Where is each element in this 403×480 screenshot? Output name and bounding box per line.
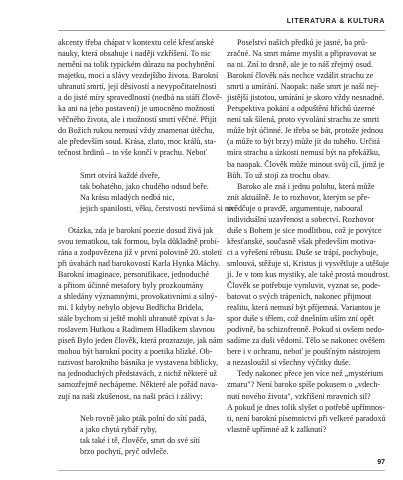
text-line: smrti a umírání. Naopak: naše smrt je naší nej- bbox=[227, 82, 379, 92]
text-line: Baroko ale zná i jednu polohu, která může bbox=[237, 181, 375, 191]
text-line: podivně, ba schizofrenně. Pokud si ovšem nedo- bbox=[227, 325, 385, 335]
text-line: uhranutí smrtí, její děsivostí a nevypočitatelností bbox=[58, 82, 217, 92]
text-line: rána a zodpovězena již v první polovině 20. století bbox=[58, 247, 223, 257]
text-line: Barokní imaginace, personifikace, jednoduché bbox=[58, 269, 209, 279]
text-line: křesťanské, současně však především motiva- bbox=[227, 236, 377, 246]
blank-line bbox=[58, 214, 218, 225]
text-line: mohou být barokní pocity a poetika blízké. Ob- bbox=[58, 347, 213, 357]
verse-line: brzo pochytí, pryč odvleče. bbox=[80, 446, 169, 456]
text-line: svou tematikou, tak formou, byla důkladně probí- bbox=[58, 236, 220, 246]
text-line: spor duše s tělem, což dnešním uším zní opět bbox=[227, 314, 374, 324]
text-line: bere i v ochranu, neboť je poušťným nástrojem bbox=[227, 347, 381, 357]
text-line: a shledány významnými, provokativními a silný- bbox=[58, 292, 218, 302]
page-header bbox=[0, 0, 403, 30]
text-line: nutí nového života", vzkříšení mravních sil? bbox=[227, 391, 371, 401]
text-line: individuální uzavřenost a sobectví. Rozhovor bbox=[227, 214, 375, 224]
text-line: akcenty třeba chápat v kontextu celé křesťanské bbox=[58, 38, 214, 47]
text-line: věčného života, ale i možností smrti věčné. Přijít bbox=[58, 115, 217, 125]
text-line: do Božích rukou nemusí vždy znamenat útěchu, bbox=[58, 126, 215, 136]
text-line: zmaru"? Není baroko spíše pokusem o „vdech- bbox=[227, 380, 381, 390]
text-line: není tak šílená, proto vyvolání strachu ze smrti bbox=[227, 115, 380, 125]
text-line: realitu, která nemusí být příjemná. Variantou je bbox=[227, 303, 381, 313]
header-divider bbox=[58, 30, 385, 31]
verse-line: Smrt otvírá každé dveře, bbox=[80, 170, 160, 180]
verse-line: tak také i tě, člověče, smrt do své sítí bbox=[80, 435, 201, 445]
verse-line: Na krásu mladých nedbá nic, bbox=[80, 192, 175, 202]
text-line: ka ani na jeho postavení) je umocněno možností bbox=[58, 104, 215, 114]
text-line: při úvahách nad barokovostí Karla Hynka Máchy. bbox=[58, 258, 221, 268]
left-text-column bbox=[58, 37, 237, 457]
text-line: Perspektiva pokání a odpuštění hříchů úzerné bbox=[227, 104, 375, 114]
text-line: zují na naši zkušenost, na naši práci i zálivy: bbox=[58, 391, 203, 401]
text-line: Barokní člověk nás nechce vzdálit strachu ze bbox=[227, 71, 374, 81]
text-line: roslavem Hutkou a Radimem Hladíkem slavnou bbox=[58, 325, 215, 335]
text-line: a nezasloužil si všechny výčitky duše. bbox=[227, 358, 351, 368]
text-line: A pokud je dnes tolik slyšet o potřebě upřímnos- bbox=[227, 402, 385, 412]
text-line: samozřejmě nechápeme. Některé ale pořád nava- bbox=[58, 380, 218, 390]
text-line: Poselství našich předků je jasné, ba prů- bbox=[237, 38, 368, 47]
text-line: duše s Bohem je sice modlitbou, což je povýtce bbox=[227, 225, 382, 235]
text-line: na ni. Zní to drsně, ale je to náš zřejmý osud. bbox=[227, 60, 373, 70]
text-line: může být účinné. Je třeba se bát, protože jednou bbox=[227, 126, 384, 136]
text-line: píseň Bylo jeden člověk, která prozrazuje, jak nám bbox=[58, 336, 223, 346]
footer-divider bbox=[58, 470, 385, 471]
text-line: smlouvá, stěžuje si, Kristus ji vysvětluje a utěšuje bbox=[227, 258, 389, 268]
text-line: ale především soud. Krása, zlato, moc králů, sta- bbox=[58, 137, 217, 147]
text-line: stále bychom si ještě mohli uhranutě zpívat s Ja- bbox=[58, 314, 216, 324]
text-line: Tedy nakonec přece jen více než „mystérium bbox=[237, 369, 384, 379]
text-line: jistější jistotou, umírání je skoro vždy nesnadné. bbox=[227, 93, 385, 103]
text-line: nauky, která obsahuje i naději vzkříšení. To nic bbox=[58, 49, 211, 59]
text-line: razivost barokního básníka je vystavena biblicky, bbox=[58, 358, 219, 368]
text-line: ji. Je v tom kus mystiky, ale také prostá moudrost. bbox=[227, 269, 390, 279]
text-line: nemění na tolik typickém důrazu na pochybnění bbox=[58, 60, 215, 70]
text-line: batovat o svých trápeních, nakonec přijmout bbox=[227, 292, 372, 302]
text-line: sadíme za duši vědomí. Tělo se nakonec ověšem bbox=[227, 336, 385, 346]
text-line: majetku, moci a slávy vezdejšího života. Barokní bbox=[58, 71, 219, 81]
text-line: na jednoduchých představách, z nichž některé už bbox=[58, 369, 218, 379]
right-text-column bbox=[227, 37, 390, 435]
text-line: vlastně upřímné až k zalknutí? bbox=[227, 424, 327, 434]
page-number: 97 bbox=[377, 459, 385, 466]
text-line: Otázka, zda je barokní poezie dosud živá jak bbox=[68, 225, 214, 235]
text-line: ci a vyřešení rébusu. Duše se trápí, pochybuje, bbox=[227, 247, 379, 257]
verse-line: a jako chytá rybář ryby, bbox=[80, 424, 157, 434]
text-line: (a může to být brzy) může jít do tuhého. Určitá bbox=[227, 137, 380, 147]
text-line: Člověk se potřebuje vymluvit, vyznat se, pode- bbox=[227, 281, 381, 291]
blank-line bbox=[58, 159, 218, 170]
verse-line: tak bohatého, jako chudého odsud beře. bbox=[80, 181, 209, 191]
text-line: míra strachu a úzkosti nemusí být na překážku, bbox=[227, 148, 380, 158]
text-line: svědčuje o pravdě, argumentuje, naboural bbox=[227, 203, 363, 213]
text-line: a do jisté míry spravedlností (nedbá na stáří člově- bbox=[58, 93, 223, 103]
text-line: a přitom účinné metafory byly prozkoumány bbox=[58, 281, 204, 291]
text-line: mi. I kdyby nebylo objevu Bedřicha Bridela, bbox=[58, 303, 204, 313]
text-line: Bůh. To už stojí za trochu obav. bbox=[227, 170, 331, 180]
text-line: znít aktuálně. Je to rozhovor, kterým se pře- bbox=[227, 192, 370, 202]
text-line: zračné. Na smrt máme myslit a připravovat se bbox=[227, 49, 377, 59]
text-line: ba naopak. Člověk může minout svůj cíl, jímž je bbox=[227, 159, 385, 169]
section-title: LITERATURA & KULTURA bbox=[286, 18, 385, 25]
verse-line: Neb rovně jako pták polní do sítí padá, bbox=[80, 413, 207, 423]
text-line: tečnost hrdinů – to vše končí v prachu. Neboť bbox=[58, 148, 208, 158]
text-line: ti, není barokní písemnictví při velkeré paradoxů bbox=[227, 413, 386, 423]
verse-line: jejich spanilosti, věku, čerstvosti nevšímá si nic. bbox=[80, 203, 237, 213]
blank-line bbox=[58, 402, 218, 413]
